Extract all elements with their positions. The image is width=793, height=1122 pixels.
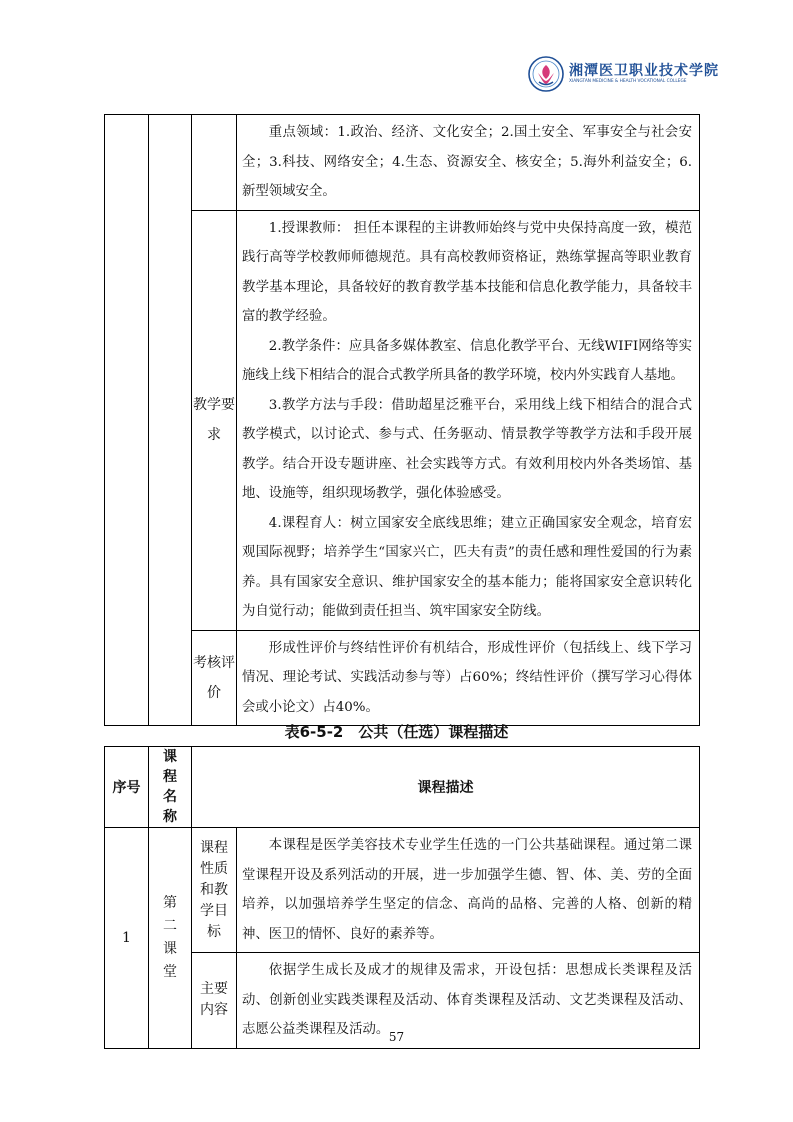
- assessment-cell: [237, 630, 700, 726]
- teaching-requirements-label: 教学要求: [192, 210, 237, 630]
- index-cell: [105, 115, 149, 726]
- row-course-name: [149, 828, 192, 1049]
- teaching-req-paragraph: 4.课程育人：树立国家安全底线思维；建立正确国家安全观念，培育宏观国际视野；培养学生“国家兴亡，匹夫有责”的责任感和理性爱国的行为素养。具有国家安全意识、维护国家安全的基本能力；能将国家安全意识转化为自觉行动；能做到责任担当、筑牢国家安全防线。: [242, 515, 692, 619]
- college-logo: [528, 53, 719, 95]
- key-areas-cell: [237, 115, 700, 211]
- header-course-name-text: 课程名称: [163, 749, 177, 825]
- header-course-name: [149, 747, 192, 828]
- table-row: [105, 828, 700, 953]
- table-row: [105, 210, 700, 630]
- key-areas-text: 重点领域：1.政治、经济、文化安全；2.国土安全、军事安全与社会安全；3.科技、网络安全；4.生态、资源安全、核安全；5.海外利益安全；6.新型领域安全。: [242, 125, 692, 199]
- row-course-name-text: 第二课堂: [163, 894, 177, 980]
- table-row: [105, 115, 700, 211]
- table-row: [105, 630, 700, 726]
- nature-goals-text: 本课程是医学美容技术专业学生任选的一门公共基础课程。通过第二课堂课程开设及系列活动的开展，进一步加强学生德、智、体、美、劳的全面培养，以加强培养学生坚定的信念、高尚的品格、完善的人格、创新的精神、医卫的情怀、良好的素养等。: [242, 838, 692, 942]
- header-description: 课程描述: [192, 747, 700, 828]
- course-table-continued: [104, 114, 700, 726]
- assessment-label: 考核评价: [192, 630, 237, 726]
- main-content-label-text: 主要内容: [200, 981, 228, 1019]
- college-emblem-icon: [528, 56, 564, 92]
- public-elective-course-table: [104, 746, 700, 1049]
- teaching-req-paragraph: 3.教学方法与手段：借助超星泛雅平台，采用线上线下相结合的混合式教学模式，以讨论式、参与式、任务驱动、情景教学等教学方法和手段开展教学。结合开设专题讲座、社会实践等方式。有效利用校内外各类场馆、基地、设施等，组织现场教学，强化体验感受。: [242, 397, 692, 501]
- label-cell: [192, 115, 237, 211]
- teaching-requirements-cell: [237, 210, 700, 630]
- main-content-text: 依据学生成长及成才的规律及需求，开设包括：思想成长类课程及活动、创新创业实践类课程及活动、体育类课程及活动、文艺类课程及活动、志愿公益类课程及活动。: [242, 963, 692, 1037]
- nature-goals-cell: [237, 828, 700, 953]
- teaching-req-paragraph: 1.授课教师： 担任本课程的主讲教师始终与党中央保持高度一致，模范践行高等学校教师师德规范。具有高校教师资格证，熟练掌握高等职业教育教学基本理论，具备较好的教育教学基本技能和信息化教学能力，具备较丰富的教学经验。: [242, 220, 692, 324]
- teaching-req-paragraph: 2.教学条件：应具备多媒体教室、信息化教学平台、无线WIFI网络等实施线上线下相结合的混合式教学所具备的教学环境，校内外实践育人基地。: [242, 338, 692, 383]
- logo-english-name: XIANGTAN MEDICINE & HEALTH VOCATIONAL COLLEGE: [569, 79, 687, 84]
- page-number: 57: [388, 1030, 405, 1044]
- row-index: 1: [105, 828, 149, 1049]
- course-name-cell: [149, 115, 192, 726]
- nature-goals-label-text: 课程性质和教学目标: [200, 839, 228, 940]
- nature-goals-label: [192, 828, 237, 953]
- assessment-text: 形成性评价与终结性评价有机结合，形成性评价（包括线上、线下学习情况、理论考试、实践活动参与等）占60%；终结性评价（撰写学习心得体会或小论文）占40%。: [242, 640, 692, 715]
- table-caption: 表6-5-2 公共（任选）课程描述: [284, 723, 509, 741]
- header-index: 序号: [105, 747, 149, 828]
- logo-chinese-name: 湘潭医卫职业技术学院: [569, 63, 719, 79]
- table-header-row: [105, 747, 700, 828]
